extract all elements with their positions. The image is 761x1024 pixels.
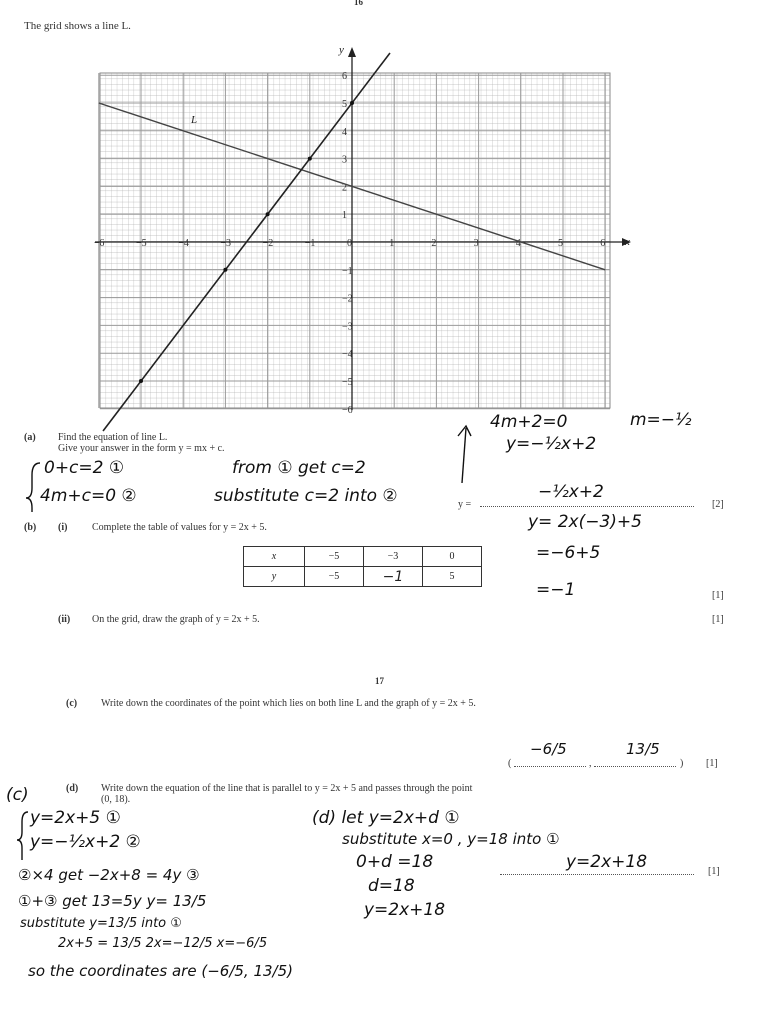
table-cell: −5 xyxy=(305,567,364,587)
part-d-question: Write down the equation of the line that is parallel to y = 2x + 5 and passes through the point xyxy=(101,783,473,794)
grid-area xyxy=(100,73,610,408)
answer-c-y: 13/5 xyxy=(626,740,660,758)
coord-sep: , xyxy=(589,758,592,769)
table-header-y: y xyxy=(244,567,305,587)
marks-a: [2] xyxy=(712,499,724,510)
y-axis-label: y xyxy=(339,44,344,56)
y-tick-label: 2 xyxy=(342,182,347,194)
part-b-label: (b) xyxy=(24,522,37,533)
page-number-mid: 17 xyxy=(375,676,384,686)
answer-c-x: −6/5 xyxy=(530,740,567,758)
y-tick-label: −6 xyxy=(342,404,353,416)
y-tick-label: −3 xyxy=(342,321,353,333)
hw-c-e6: 2x+5 = 13/5 2x=−12/5 x=−6/5 xyxy=(58,936,268,951)
y-tick-label: −5 xyxy=(342,377,353,388)
answer-prefix: y = xyxy=(458,499,472,510)
marks-c: [1] xyxy=(706,758,718,769)
part-b-i-label: (i) xyxy=(58,522,68,533)
y-tick-label: −4 xyxy=(342,349,353,361)
y-axis-arrow-icon xyxy=(348,47,356,57)
hw-c-e7: so the coordinates are (−6/5, 13/5) xyxy=(28,962,293,980)
x-tick-label: 6 xyxy=(600,238,606,249)
answer-line-d xyxy=(500,874,694,875)
coord-open: ( xyxy=(508,758,512,769)
hw-r3: y=−½x+2 xyxy=(506,434,597,454)
x-tick-label: −1 xyxy=(304,238,316,249)
hw-d-w1: (d) let y=2x+d ① xyxy=(312,808,460,828)
hw-c-e3: ②×4 get −2x+8 = 4y ③ xyxy=(18,866,200,884)
x-tick-label: 5 xyxy=(558,238,563,249)
hw-d-w5: y=2x+18 xyxy=(364,900,446,920)
y-tick-label: −1 xyxy=(342,265,353,277)
answer-d: y=2x+18 xyxy=(566,852,648,872)
plotted-point xyxy=(350,101,354,105)
hw-eq1: 0+c=2 ① xyxy=(44,458,125,478)
x-tick-label: −3 xyxy=(220,238,232,249)
hw-r1: 4m+2=0 xyxy=(490,412,568,432)
x-axis-label: x xyxy=(625,236,630,248)
marks-d: [1] xyxy=(708,866,720,877)
x-tick-label: −2 xyxy=(262,238,274,249)
marks-b-i: [1] xyxy=(712,590,724,601)
hw-d-w2: substitute x=0 , y=18 into ① xyxy=(342,830,560,848)
handwritten-arrow-icon xyxy=(458,426,471,436)
hw-c-e2: y=−½x+2 ② xyxy=(30,832,141,852)
part-b-i-question: Complete the table of values for y = 2x + 5. xyxy=(92,522,267,533)
x-tick-label: −4 xyxy=(178,238,189,249)
hw-c-e4: ①+③ get 13=5y y= 13/5 xyxy=(18,892,207,910)
y-tick-label: −2 xyxy=(342,293,353,305)
part-d-label: (d) xyxy=(66,783,79,794)
x-tick-label: 0 xyxy=(347,238,352,249)
hw-r2: m=−½ xyxy=(630,410,692,430)
part-b-ii-label: (ii) xyxy=(58,614,71,625)
x-tick-label: −6 xyxy=(93,238,105,249)
hw-d-w3: 0+d =18 xyxy=(356,852,434,872)
hw-b-w2: =−6+5 xyxy=(536,543,601,563)
y-tick-label: 5 xyxy=(342,99,347,110)
table-cell: −3 xyxy=(364,547,423,567)
x-tick-label: 3 xyxy=(473,238,479,249)
x-tick-label: 4 xyxy=(515,238,521,249)
values-table xyxy=(243,546,482,587)
coord-x-line xyxy=(514,766,586,767)
brace-icon xyxy=(26,463,40,512)
y-tick-label: 3 xyxy=(342,154,347,166)
plotted-point xyxy=(139,379,143,383)
plotted-point xyxy=(266,212,270,216)
table-cell: 0 xyxy=(423,547,482,567)
brace-icon-c xyxy=(17,812,28,860)
coord-close: ) xyxy=(680,758,684,769)
x-tick-label: 1 xyxy=(389,238,395,249)
part-a-question-form: Give your answer in the form y = mx + c. xyxy=(58,443,225,454)
hw-from: from ① get c=2 xyxy=(232,458,366,478)
hw-b-w3: =−1 xyxy=(536,580,576,600)
table-header-x: x xyxy=(244,547,305,567)
y-tick-label: 4 xyxy=(342,126,347,138)
table-row-x xyxy=(244,547,482,567)
x-tick-label: −5 xyxy=(136,238,147,249)
hw-eq2: 4m+c=0 ② xyxy=(40,486,137,506)
table-cell: 5 xyxy=(423,567,482,587)
table-cell: −5 xyxy=(305,547,364,567)
hw-b-w1: y= 2x(−3)+5 xyxy=(528,512,642,532)
intro-text: The grid shows a line L. xyxy=(24,20,131,32)
line-l-label: L xyxy=(191,114,198,126)
hw-d-w4: d=18 xyxy=(368,876,415,896)
part-a-label: (a) xyxy=(24,432,36,443)
answer-a: −½x+2 xyxy=(538,482,604,502)
answer-line-a xyxy=(480,506,694,507)
part-a-question: Find the equation of line L. xyxy=(58,432,168,443)
hw-substitute: substitute c=2 into ② xyxy=(214,486,398,506)
coord-y-line xyxy=(594,766,676,767)
plotted-point xyxy=(223,268,227,272)
part-d-point: (0, 18). xyxy=(101,794,131,805)
table-cell-handwritten[interactable]: −1 xyxy=(364,567,423,587)
part-b-ii-question: On the grid, draw the graph of y = 2x + 5. xyxy=(92,614,260,625)
hw-c-tag: (c) xyxy=(6,785,29,805)
part-c-label: (c) xyxy=(66,698,78,709)
part-c-question: Write down the coordinates of the point which lies on both line L and the graph of y = 2x + 5. xyxy=(101,698,476,709)
y-tick-label: 6 xyxy=(342,71,347,83)
page-number-top: 16 xyxy=(354,0,363,7)
x-tick-label: 2 xyxy=(431,238,437,249)
table-row-y xyxy=(244,567,482,587)
hw-c-e1: y=2x+5 ① xyxy=(30,808,121,828)
hw-c-e5: substitute y=13/5 into ① xyxy=(20,916,182,931)
marks-b-ii: [1] xyxy=(712,614,724,625)
y-tick-label: 1 xyxy=(342,210,347,222)
plotted-point xyxy=(308,157,312,161)
